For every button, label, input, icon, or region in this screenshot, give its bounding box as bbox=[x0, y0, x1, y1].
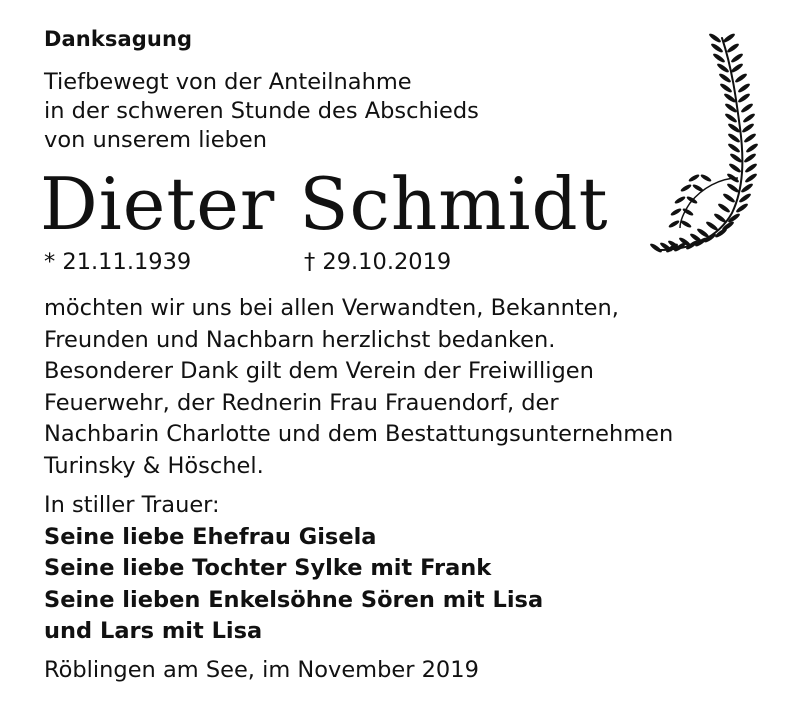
leaf bbox=[674, 195, 686, 204]
intro-line: in der schweren Stunde des Abschieds bbox=[44, 98, 479, 124]
leaf bbox=[728, 162, 742, 174]
leaf bbox=[716, 62, 730, 74]
leaf bbox=[726, 182, 740, 194]
thanks-text bbox=[44, 293, 673, 482]
mourning-intro: In stiller Trauer: bbox=[44, 492, 220, 518]
notice-heading: Danksagung bbox=[44, 27, 193, 51]
leaf bbox=[726, 42, 740, 54]
flower-sprig-icon bbox=[640, 28, 780, 268]
leaf bbox=[708, 32, 722, 44]
thanks-line: möchten wir uns bei allen Verwandten, Bekannten, bbox=[44, 295, 619, 321]
leaf bbox=[724, 112, 738, 124]
leaf bbox=[680, 183, 692, 192]
intro-line: von unserem lieben bbox=[44, 127, 267, 153]
leaf bbox=[688, 173, 700, 182]
place-and-date: Röblingen am See, im November 2019 bbox=[44, 657, 479, 683]
thanks-line: Feuerwehr, der Rednerin Frau Frauendorf, der bbox=[44, 389, 559, 416]
leaf bbox=[730, 62, 744, 74]
leaf bbox=[700, 173, 712, 182]
leaf bbox=[741, 122, 755, 134]
intro-line: Tiefbewegt von der Anteilnahme bbox=[44, 69, 412, 95]
leaf bbox=[717, 202, 731, 214]
leaf bbox=[738, 192, 752, 204]
leaf bbox=[668, 219, 680, 228]
leaf bbox=[740, 182, 754, 194]
leaf bbox=[705, 220, 719, 232]
mourner-line: Seine lieben Enkelsöhne Sören mit Lisa bbox=[44, 586, 544, 613]
leaf bbox=[718, 72, 732, 84]
mourners-block bbox=[44, 490, 543, 648]
leaf bbox=[745, 142, 759, 154]
mourner-line: Seine liebe Tochter Sylke mit Frank bbox=[44, 555, 492, 581]
intro-text bbox=[44, 68, 479, 155]
thanks-line: Turinsky & Höschel. bbox=[44, 452, 264, 479]
leaf bbox=[744, 172, 758, 184]
leaf bbox=[744, 162, 758, 174]
leaf bbox=[722, 192, 736, 204]
leaf bbox=[710, 42, 724, 54]
leaf bbox=[743, 152, 757, 164]
leaf bbox=[740, 102, 754, 114]
leaf bbox=[734, 72, 748, 84]
leaf bbox=[742, 112, 756, 124]
leaf bbox=[737, 92, 751, 104]
leaf bbox=[719, 82, 733, 94]
mourner-line: und Lars mit Lisa bbox=[44, 618, 263, 644]
leaf bbox=[729, 152, 743, 164]
leaf bbox=[737, 82, 751, 94]
leaf bbox=[730, 52, 744, 64]
thanks-line: Nachbarin Charlotte und dem Bestattungsunternehmen bbox=[44, 421, 674, 447]
leaf bbox=[722, 32, 736, 44]
leaf bbox=[743, 132, 757, 144]
leaf bbox=[727, 132, 741, 144]
death-date: † 29.10.2019 bbox=[304, 249, 452, 275]
leaf bbox=[727, 142, 741, 154]
thanks-line: Freunden und Nachbarn herzlichst bedanken. bbox=[44, 326, 556, 353]
mourner-line: Seine liebe Ehefrau Gisela bbox=[44, 523, 377, 550]
thanks-line: Besonderer Dank gilt dem Verein der Freiwilligen bbox=[44, 358, 594, 384]
birth-date: * 21.11.1939 bbox=[44, 249, 192, 275]
deceased-name: Dieter Schmidt bbox=[40, 162, 609, 246]
leaf bbox=[670, 207, 682, 216]
leaf bbox=[713, 212, 727, 224]
leaf bbox=[712, 52, 726, 64]
leaf bbox=[735, 202, 749, 214]
